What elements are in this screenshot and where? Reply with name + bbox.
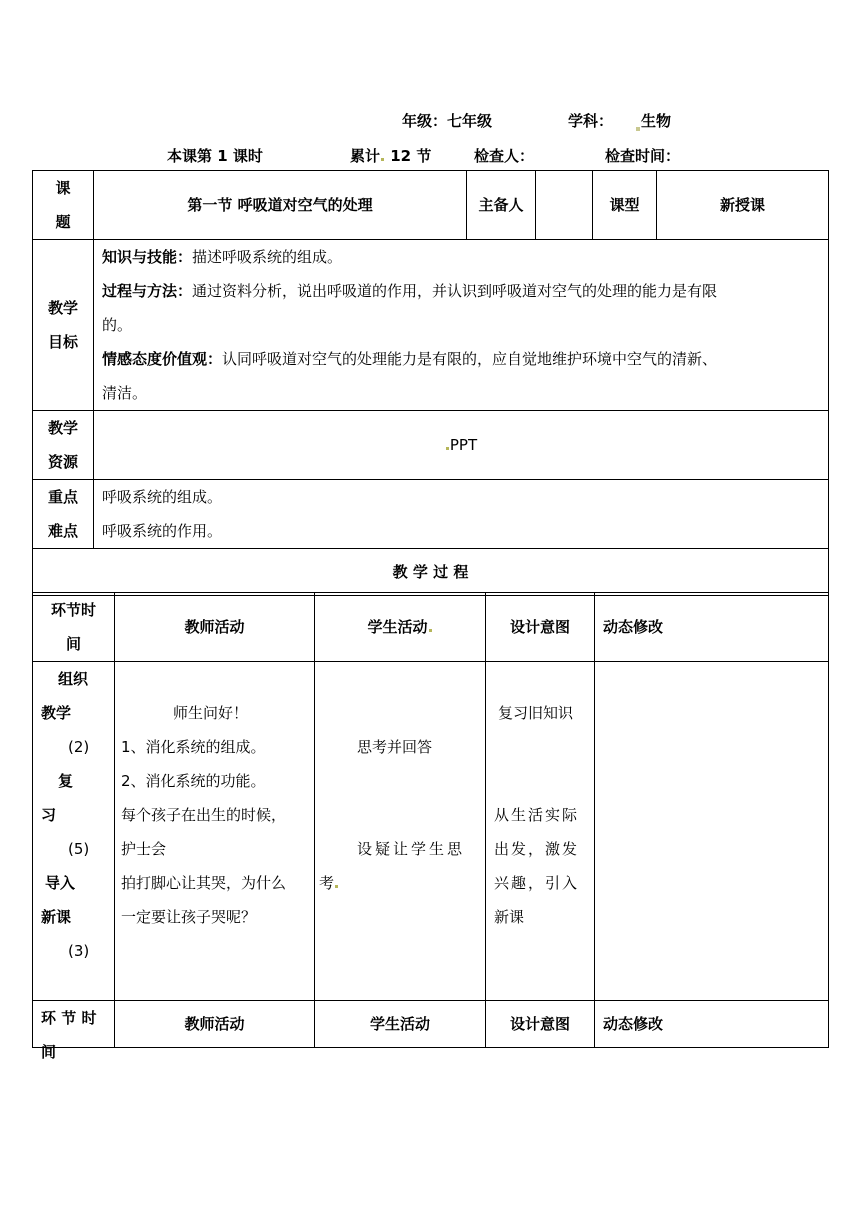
dynamic-modify-header-repeat: 动态修改 [595,1001,829,1048]
stage-line: 复 [58,772,74,790]
teacher-activity-cell: 师生问好！ 1、消化系统的组成。 2、消化系统的功能。 每个孩子在出生的时候， 护士会 拍打脚心让其哭，为什么 一定要让孩子哭呢？ [115,662,315,1001]
topic-label: 课 题 [33,171,94,240]
stage-time-header-repeat: 环 节 时 间 [33,1001,115,1048]
stage-line: (3) [68,942,90,960]
cumulative-count: 累计 12 节 [350,147,432,165]
revision-mark-icon [335,885,338,888]
revision-mark-icon [381,158,384,161]
stage-line: (5) [68,840,90,858]
key-difficult-content: 呼吸系统的组成。 呼吸系统的作用。 [94,480,829,549]
student-activity-cell: 思考并回答 设疑让学生思 考 [315,662,486,1001]
subject-value: 生物 [636,110,671,131]
grade-label: 年级：七年级 [402,112,493,130]
student-activity-header-repeat: 学生活动 [315,1001,486,1048]
stage-time-cell [33,662,115,1001]
revision-mark-icon [446,447,449,450]
lesson-info-table [32,170,829,596]
dynamic-modify-cell [595,662,829,1001]
revision-mark-icon [636,127,640,131]
teaching-process-table [32,592,829,1061]
stage-line: 组织 [58,670,89,688]
resource-value: PPT [94,411,829,480]
design-intent-cell: 复习旧知识 从生活实际 出发，激发 兴趣，引入 新课 [486,662,595,1001]
stage-line: (2) [68,738,90,756]
resource-label: 教学 资源 [33,411,94,480]
design-intent-header-repeat: 设计意图 [486,1001,595,1048]
goal-label: 教学 目标 [33,240,94,411]
subject-label: 学科： [568,112,614,130]
preparer-label: 主备人 [467,171,536,240]
dynamic-modify-header: 动态修改 [595,593,829,662]
teacher-activity-header: 教师活动 [115,593,315,662]
process-title: 教 学 过 程 [33,549,829,596]
checker-label: 检查人： [474,147,535,165]
topic-title: 第一节 呼吸道对空气的处理 [94,171,467,240]
stage-line: 新课 [41,908,72,926]
lesson-type-value: 新授课 [657,171,829,240]
lesson-count: 本课第 1 课时 [167,147,263,165]
lesson-type-label: 课型 [593,171,657,240]
stage-line: 习 [41,806,57,824]
check-time-label: 检查时间： [605,147,681,165]
stage-line: 导入 [45,874,76,892]
stage-time-header: 环节时间 [33,593,115,662]
student-activity-header: 学生活动 [315,593,486,662]
goal-content: 知识与技能：描述呼吸系统的组成。 过程与方法：通过资料分析，说出呼吸道的作用，并认识到呼吸道对空气的处理的能力是有限 的。 情感态度价值观：认同呼吸道对空气的处理能力是有限的，应自觉地维护环境中空气的清新、 清洁。 [94,240,829,411]
stage-line: 教学 [41,704,72,722]
key-difficult-label: 重点 难点 [33,480,94,549]
teacher-activity-header-repeat: 教师活动 [115,1001,315,1048]
revision-mark-icon [429,629,432,632]
design-intent-header: 设计意图 [486,593,595,662]
preparer-value [536,171,593,240]
